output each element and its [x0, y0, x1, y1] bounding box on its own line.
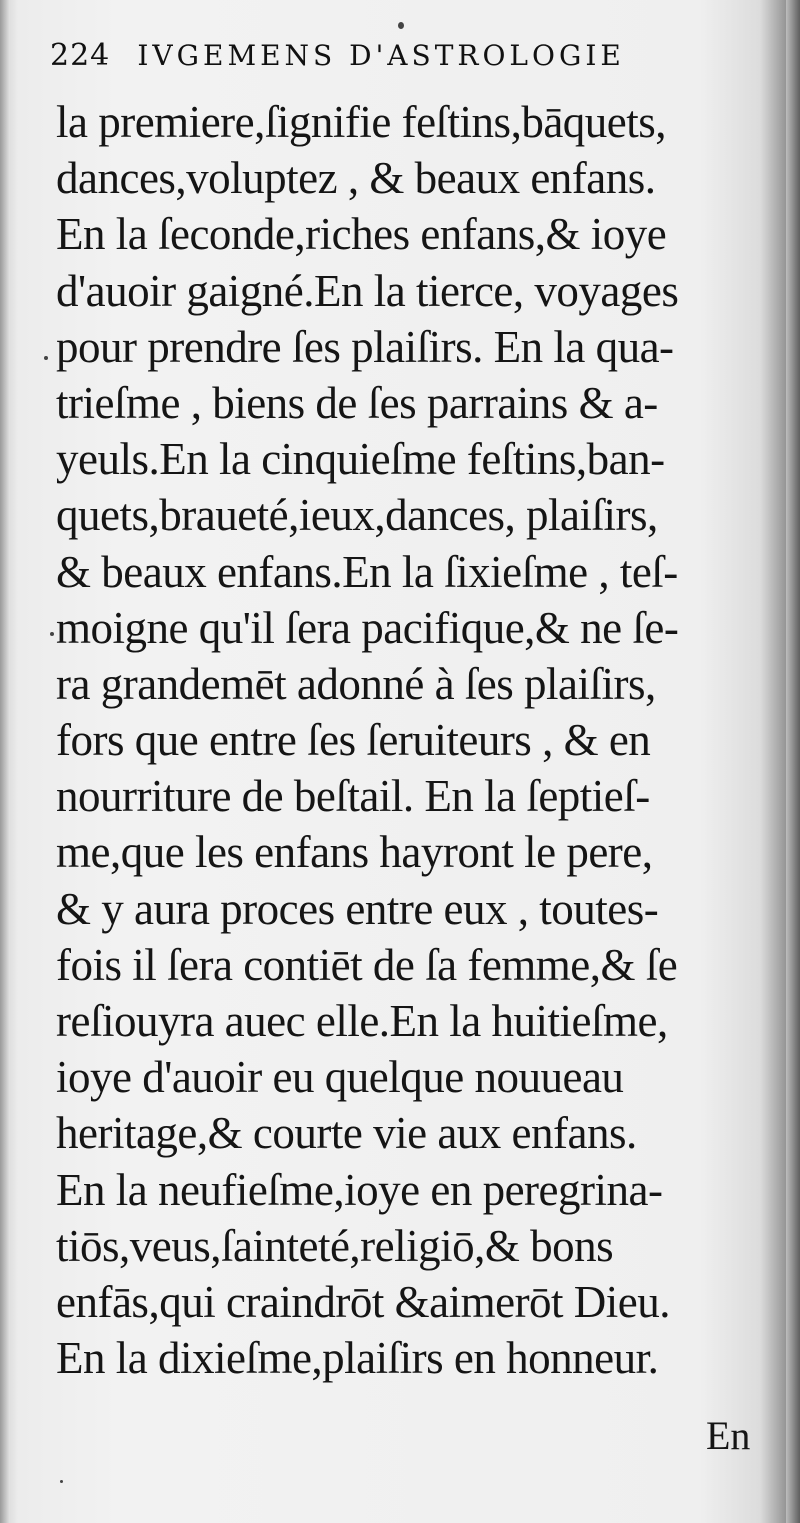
running-title: IVGEMENS D'ASTROLOGIE: [137, 39, 625, 72]
text-line: trieſme , biens de ſes parrains & a-: [56, 377, 658, 428]
page-left-shadow: [0, 0, 10, 1523]
text-line: moigne qu'il ſera pacifique,& ne ſe-: [56, 602, 679, 653]
text-line: ioye d'auoir eu quelque nouueau: [56, 1052, 624, 1103]
text-line: reſiouyra auec elle.En la huitieſme,: [56, 996, 668, 1046]
text-line: enfās,qui craindrōt &aimerōt Dieu.: [56, 1276, 671, 1327]
text-line: quets,braueté,ieux,dances, plaiſirs,: [56, 490, 658, 541]
catchword: En: [706, 1413, 751, 1458]
ink-speck: [398, 22, 404, 29]
text-line: dances,voluptez , & beaux enfans.: [56, 153, 656, 204]
text-line: & y aura proces entre eux , toutes-: [56, 883, 659, 934]
text-line: fors que entre ſes ſeruiteurs , & en: [56, 715, 651, 766]
text-line: & beaux enfans.En la ſixieſme , teſ-: [56, 546, 678, 597]
page-header: [50, 38, 750, 73]
text-line: En la dixieſme,plaiſirs en honneur.: [56, 1333, 659, 1384]
text-line: heritage,& courte vie aux enfans.: [56, 1108, 637, 1159]
text-line: En la ſeconde,riches enfans,& ioye: [56, 209, 667, 260]
ink-speck: [44, 356, 48, 360]
ink-speck: [60, 1480, 63, 1483]
body-text: [56, 94, 756, 1386]
text-line: d'auoir gaigné.En la tierce, voyages: [56, 265, 679, 316]
text-line: En la neufieſme,ioye en peregrina-: [56, 1164, 663, 1215]
page-number: 224: [50, 38, 111, 73]
text-line: pour prendre ſes plaiſirs. En la qua-: [56, 321, 674, 372]
text-line: yeuls.En la cinquieſme feſtins,ban-: [56, 434, 665, 485]
text-line: tiōs,veus,ſainteté,religiō,& bons: [56, 1220, 614, 1271]
text-line: nourriture de beſtail. En la ſeptieſ-: [56, 771, 650, 822]
text-line: ra grandemēt adonné à ſes plaiſirs,: [56, 658, 656, 709]
page-right-shadow: [786, 0, 800, 1523]
text-line: me,que les enfans hayront le pere,: [56, 827, 653, 878]
ink-speck: [50, 632, 54, 636]
text-line: fois il ſera contiēt de ſa femme,& ſe: [56, 939, 678, 990]
text-line: la premiere,ſignifie feſtins,bāquets,: [56, 97, 667, 147]
